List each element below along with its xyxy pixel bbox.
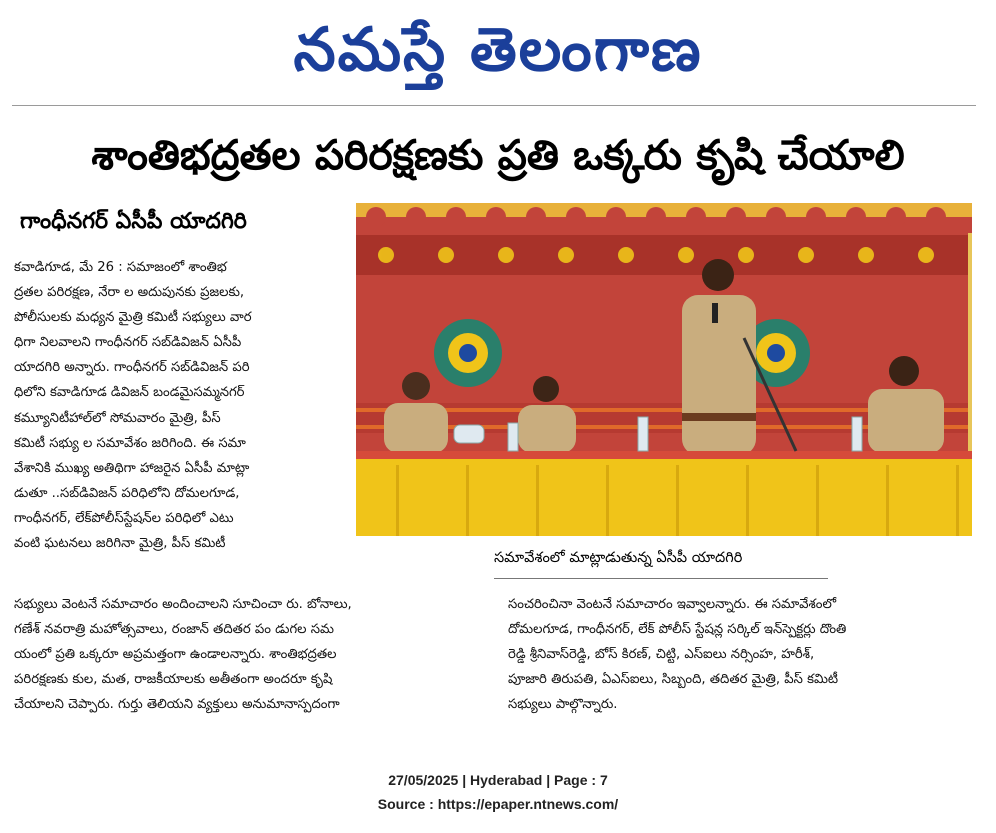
body-line: కమ్యూనిటీహాల్‌లో సోమవారం మైత్రి, పీస్ (14, 410, 221, 426)
body-line: ధిలోని కవాడిగూడ డివిజన్ బండమైసమ్మనగర్ (14, 385, 245, 401)
body-line: పోలీసులకు మధ్యన మైత్రి కమిటీ సభ్యులు వార (14, 310, 252, 326)
body-line: రెడ్డి శ్రీనివాస్‌రెడ్డి, బోస్ కిరణ్, చిట్టి, ఎస్‌ఐలు నర్సింహ, హరీశ్, (508, 647, 815, 663)
article-photo (356, 203, 972, 536)
footer-source-link[interactable]: Source : https://epaper.ntnews.com/ (377, 796, 619, 812)
body-line: కమిటీ సభ్యు ల సమావేశం జరిగింది. ఈ సమా (14, 435, 246, 451)
body-line: డుతూ ..సబ్‌డివిజన్ పరిధిలోని దోమలగూడ, (14, 485, 240, 501)
masthead-logo: నమస్తే తెలంగాణ (293, 15, 703, 85)
body-line: వేశానికి ముఖ్య అతిథిగా హాజరైన ఏసీపీ మాట్లా (14, 460, 250, 476)
article-body-bottom-left (14, 592, 484, 717)
body-line: వంటి ఘటనలు జరిగినా మైత్రి, పీస్ కమిటీ (14, 536, 226, 552)
body-line: చేయాలని చెప్పారు. గుర్తు తెలియని వ్యక్తులు అనుమానాస్పదంగా (14, 697, 340, 713)
body-line: పూజారి తిరుపతి, ఏఎస్‌ఐలు, సిబ్బంది, తదితర మైత్రి, పీస్ కమిటీ (508, 672, 839, 688)
article-body-left (14, 255, 349, 556)
footer-date-edition: 27/05/2025 | Hyderabad | Page : 7 (388, 772, 608, 788)
article-body-bottom-right (508, 592, 978, 717)
body-line: సభ్యులు వెంటనే సమాచారం అందించాలని సూచించా రు. బోనాలు, (14, 597, 352, 612)
body-line: దోమలగూడ, గాంధీనగర్, లేక్ పోలీస్ స్టేషన్ల సర్కిల్ ఇన్‌స్పెక్టర్లు దొంతి (508, 622, 847, 638)
body-line: సభ్యులు పాల్గొన్నారు. (508, 697, 618, 713)
page-footer (0, 768, 996, 816)
body-line: ద్రతల పరిరక్షణ, నేరా ల అదుపునకు ప్రజలకు, (14, 285, 245, 301)
body-line: గణేశ్ నవరాత్రి మహోత్సవాలు, రంజాన్ తదితర పం డుగల సమ (14, 622, 334, 638)
body-line: కవాడిగూడ, మే 26 : సమాజంలో శాంతిభ (14, 260, 227, 275)
body-line: పరిరక్షణకు కుల, మత, రాజకీయాలకు అతీతంగా అందరూ కృషి (14, 672, 333, 688)
caption-divider (494, 578, 828, 579)
article-byline: గాంధీనగర్ ఏసీపీ యాదగిరి (20, 209, 247, 234)
body-line: ధిగా నిలవాలని గాంధీనగర్ సబ్‌డివిజన్ ఏసీపీ (14, 335, 242, 351)
body-line: యాదగిరి అన్నారు. గాంధీనగర్ సబ్‌డివిజన్ పరి (14, 360, 250, 376)
body-line: గాంధీనగర్, లేక్‌పోలీస్‌స్టేషన్‌ల పరిధిలో ఎటు (14, 510, 234, 526)
body-line: సంచరించినా వెంటనే సమాచారం ఇవ్వాలన్నారు. ఈ సమావేశంలో (508, 597, 837, 612)
masthead-divider (12, 105, 976, 106)
article-headline: శాంతిభద్రతల పరిరక్షణకు ప్రతి ఒక్కరు కృషి చేయాలి (91, 131, 905, 179)
body-line: యంలో ప్రతి ఒక్కరూ అప్రమత్తంగా ఉండాలన్నారు. శాంతిభద్రతల (14, 647, 337, 663)
photo-caption: సమావేశంలో మాట్లాడుతున్న ఏసీపీ యాదగిరి (494, 550, 743, 566)
